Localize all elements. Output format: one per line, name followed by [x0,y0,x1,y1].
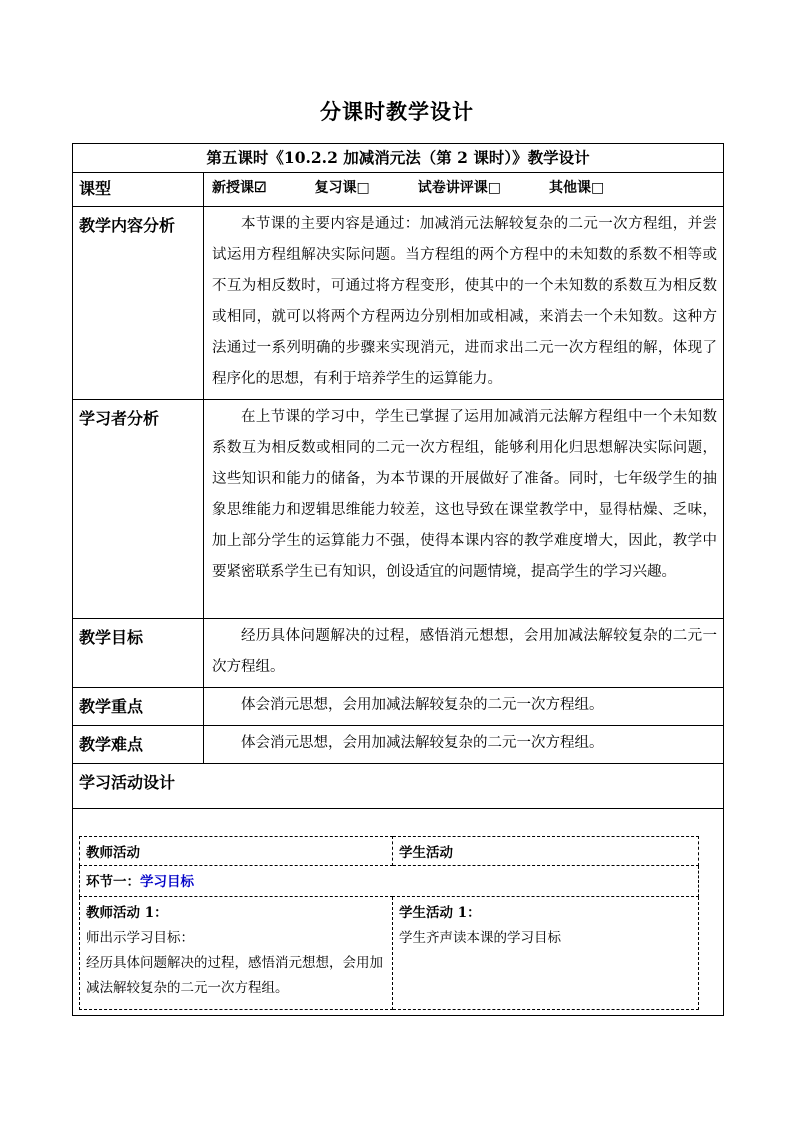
teacher-activity-header: 教师活动 [80,837,393,866]
type-new-lesson[interactable]: 新授课☑ [212,180,267,196]
lesson-design-table [72,143,724,1016]
content-analysis-label: 教学内容分析 [73,207,204,400]
step-name: 学习目标 [140,874,194,890]
type-review-lesson[interactable]: 复习课□ [314,180,370,196]
activity-container [73,809,724,1016]
learner-analysis-text: 在上节课的学习中，学生已掌握了运用加减消元法解方程组中一个未知数系数互为相反数或相同的二元一次方程组，能够利用化归思想解决实际问题，这些知识和能力的储备，为本节课的开展做好了准备。同时，七年级学生的抽象思维能力和逻辑思维能力较差，这也导致在课堂教学中，显得枯燥、乏味，加上部分学生的运算能力不强，使得本课内容的教学难度增大，因此，教学中要紧密联系学生已有知识，创设适宜的问题情境，提高学生的学习兴趣。 [204,400,724,619]
page-title: 分课时教学设计 [320,99,474,124]
difficulties-text: 体会消元思想，会用加减法解较复杂的二元一次方程组。 [204,726,724,764]
content-analysis-text: 本节课的主要内容是通过：加减消元法解较复杂的二元一次方程组，并尝试运用方程组解决实际问题。当方程组的两个方程中的未知数的系数不相等或不互为相反数时，可通过将方程变形，使其中的一个未知数的系数互为相反数或相同，就可以将两个方程两边分别相加或相减，来消去一个未知数。这种方法通过一系列明确的步骤来实现消元，进而求出二元一次方程组的解，体现了程序化的思想，有利于培养学生的运算能力。 [204,207,724,400]
difficulties-label: 教学难点 [73,726,204,764]
teacher-activity-line: 经历具体问题解决的过程，感悟消元想想，会用加减法解较复杂的二元一次方程组。 [86,955,383,996]
lesson-title: 第五课时《10.2.2 加减消元法（第 2 课时）》教学设计 [73,144,724,173]
teacher-activity-cell [80,897,393,1010]
student-activity-text: 学生齐声读本课的学习目标 [399,930,561,946]
student-activity-cell [393,897,699,1010]
learner-analysis-label: 学习者分析 [73,400,204,619]
type-other-lesson[interactable]: 其他课□ [549,180,605,196]
objectives-label: 教学目标 [73,619,204,688]
teacher-activity-title: 教师活动 1： [86,905,168,921]
objectives-text: 经历具体问题解决的过程，感悟消元想想，会用加减法解较复杂的二元一次方程组。 [204,619,724,688]
type-label: 课型 [73,173,204,207]
key-points-text: 体会消元思想，会用加减法解较复杂的二元一次方程组。 [204,688,724,726]
key-points-label: 教学重点 [73,688,204,726]
student-activity-title: 学生活动 1： [399,905,481,921]
step-row [80,866,699,897]
student-activity-header: 学生活动 [393,837,699,866]
step-prefix: 环节一： [86,874,140,890]
lesson-types [204,173,724,207]
type-test-review-lesson[interactable]: 试卷讲评课□ [417,180,502,196]
activity-design-label: 学习活动设计 [73,764,724,809]
teacher-activity-line: 师出示学习目标： [86,930,194,946]
activity-table [79,836,699,1010]
